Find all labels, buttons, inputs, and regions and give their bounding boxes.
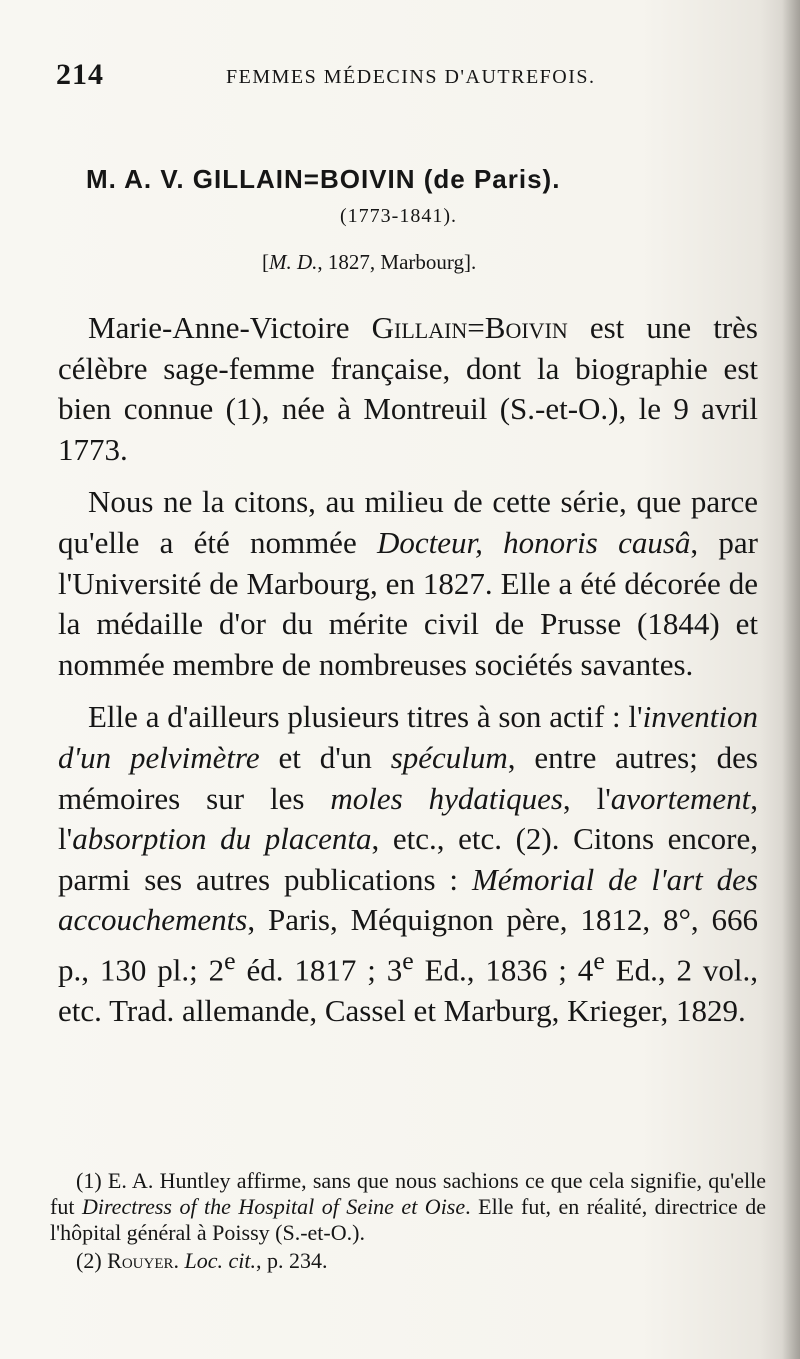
fn2-italic: Loc. cit. — [184, 1248, 256, 1273]
entry-dates: (1773-1841). — [340, 205, 457, 227]
p3-text-c: , entre autres; des mémoires sur les — [58, 739, 758, 816]
p3-text-f: , etc., etc. (2). Citons encore, parmi ses autres publications : — [58, 821, 758, 897]
p2-italic-1: Docteur, honoris causâ — [376, 524, 691, 560]
scan-shadow-edge — [782, 0, 800, 1359]
p3-text-d: , l' — [562, 780, 611, 816]
p3-italic-3: moles hydatiques — [330, 780, 563, 816]
fn2-text-b: . — [173, 1248, 185, 1273]
p1-text-b: est une très célèbre sage-femme française, dont la biographie est bien connue (1), née à Montreuil (S.-et-O.), le 9 avril 1773. — [58, 310, 758, 467]
p3-text-j: Ed., 1836 ; 4 — [413, 952, 594, 988]
p2-text-a: Nous ne la citons, au milieu de cette série, que parce qu'elle a été nommée — [58, 484, 758, 560]
p3-italic-1: invention d'un pelvimètre — [58, 699, 758, 775]
fn2-text-a: (2) — [76, 1248, 108, 1273]
subject-name: Gillain=Boivin — [371, 310, 568, 345]
footnote-2 — [50, 1248, 766, 1274]
p3-sup-3: e — [593, 945, 605, 975]
p3-sup-2: e — [402, 945, 414, 975]
fn2-text-c: , p. 234. — [256, 1248, 328, 1273]
p3-text-h: éd. 1817 ; 3 — [235, 952, 403, 988]
p3-italic-5: absorption du placenta — [72, 821, 372, 857]
page-number: 214 — [56, 58, 104, 91]
entry-degree — [262, 250, 476, 275]
paragraph-3 — [58, 697, 758, 1031]
fn1-text-b: . Elle fut, en réalité, directrice de l'hôpital général à Poissy (S.-et-O.). — [50, 1194, 766, 1245]
degree-abbr: M. D. — [269, 250, 318, 274]
body-text — [58, 308, 758, 1043]
p3-text-e: , l' — [58, 780, 758, 857]
p3-italic-4: avortement — [610, 780, 751, 816]
fn2-author: Rouyer — [107, 1248, 174, 1273]
running-title: FEMMES MÉDECINS D'AUTREFOIS. — [226, 66, 596, 88]
footnotes — [50, 1168, 766, 1274]
p3-text-a: Elle a d'ailleurs plusieurs titres à son actif : l' — [88, 699, 643, 735]
paragraph-1 — [58, 308, 758, 470]
p3-italic-2: spéculum — [390, 739, 508, 775]
p3-italic-6: Mémorial de l'art des accouchements — [58, 861, 758, 938]
page-header — [56, 58, 756, 98]
fn1-text-a: (1) E. A. Huntley affirme, sans que nous sachions ce que cela signifie, qu'elle fut — [50, 1168, 766, 1219]
footnote-1 — [50, 1168, 766, 1246]
fn1-italic: Directress of the Hospital of Seine et Oise — [81, 1194, 466, 1219]
entry-title: M. A. V. GILLAIN=BOIVIN (de Paris). — [86, 164, 561, 194]
p1-text-a: Marie-Anne-Victoire — [88, 310, 372, 345]
p3-text-k: Ed., 2 vol., etc. Trad. allemande, Cassel et Marburg, Krieger, 1829. — [58, 952, 758, 1028]
p3-text-g: , Paris, Méquignon père, 1812, 8°, 666 p., 130 pl.; 2 — [58, 902, 758, 988]
p2-text-b: , par l'Université de Marbourg, en 1827. Elle a été décorée de la médaille d'or du mérite civil de Prusse (1844) et nommée membre de nombreuses sociétés savantes. — [58, 524, 758, 682]
degree-prefix: [ — [262, 250, 269, 274]
p3-sup-1: e — [224, 945, 236, 975]
paragraph-2 — [58, 482, 758, 685]
p3-text-b: et d'un — [259, 739, 391, 775]
degree-rest: , 1827, Marbourg]. — [317, 250, 477, 274]
